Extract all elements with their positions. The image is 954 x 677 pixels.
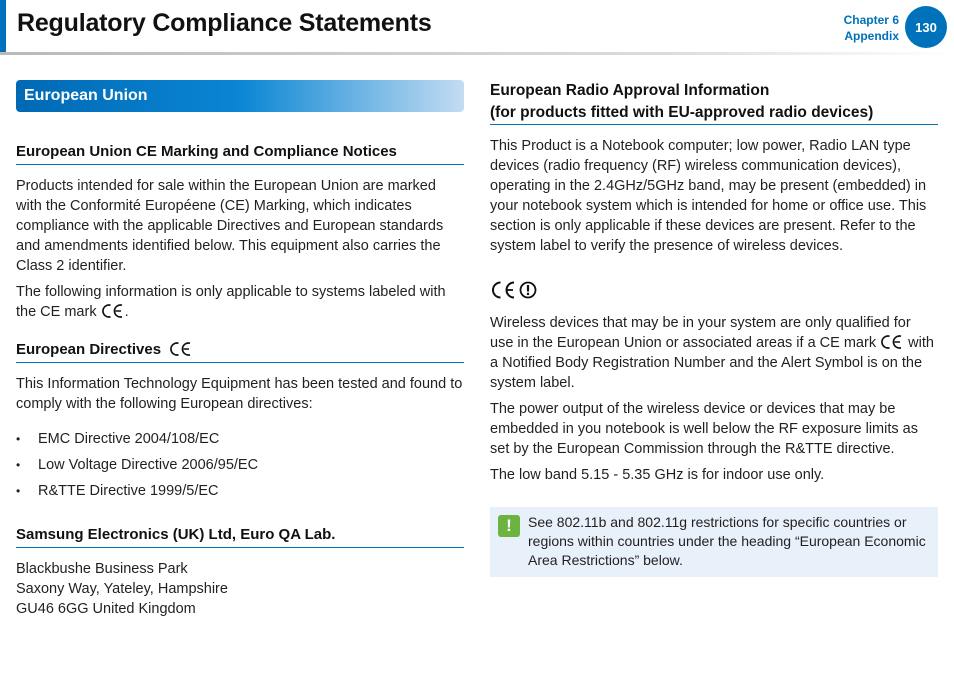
radio-heading-line2: (for products fitted with EU-approved radio devices) — [490, 104, 874, 121]
radio-approval-heading — [490, 80, 938, 124]
left-column — [16, 80, 464, 619]
ce-mark-icon — [880, 334, 904, 350]
power-output-paragraph: The power output of the wireless device or devices that may be embedded in you notebook is well below the RF exposure limits as set by the European Commission through the R&TTE directive. — [490, 401, 918, 457]
address-line: Blackbushe Business Park — [16, 561, 188, 577]
directives-list — [16, 429, 464, 501]
section-banner: European Union — [16, 80, 464, 112]
ce-mark-icon — [101, 303, 125, 319]
low-band-paragraph: The low band 5.15 - 5.35 GHz is for indoor use only. — [490, 467, 825, 483]
ce-mark-icon — [169, 341, 193, 357]
note-box — [490, 507, 938, 577]
list-item: • Low Voltage Directive 2006/95/EC — [16, 455, 464, 475]
chapter-name: Appendix — [844, 29, 899, 43]
ce-alert-mark-icon — [490, 280, 540, 300]
address-line: GU46 6GG United Kingdom — [16, 601, 196, 617]
lab-heading: Samsung Electronics (UK) Ltd, Euro QA Lab. — [16, 525, 464, 548]
header-accent-bar — [0, 0, 6, 52]
list-item: • EMC Directive 2004/108/EC — [16, 429, 464, 449]
header-divider — [0, 52, 954, 55]
ce-marking-paragraph: Products intended for sale within the European Union are marked with the Conformité Européene (CE) Marking, which indicates compliance with the applicable Directives and European standards and amendments identified below. This equipment also carries the Class 2 identifier. — [16, 178, 444, 274]
address-line: Saxony Way, Yateley, Hampshire — [16, 581, 228, 597]
directives-heading: European Directives — [16, 340, 464, 363]
note-text: See 802.11b and 802.11g restrictions for specific countries or regions within countries under the heading “European Economic Area Restrictions” below. — [528, 514, 926, 568]
alert-icon: ! — [498, 515, 520, 537]
list-item: • R&TTE Directive 1999/5/EC — [16, 481, 464, 501]
chapter-info — [844, 12, 899, 44]
ce-mark-note-paragraph: The following information is only applicable to systems labeled with the CE mark . — [16, 284, 446, 320]
page-title: Regulatory Compliance Statements — [17, 9, 432, 37]
ce-marking-heading: European Union CE Marking and Compliance Notices — [16, 142, 464, 165]
chapter-label: Chapter 6 — [843, 13, 899, 27]
right-column — [490, 80, 938, 577]
directives-intro: This Information Technology Equipment has been tested and found to comply with the following European directives: — [16, 376, 463, 412]
radio-heading-line1: European Radio Approval Information — [490, 82, 770, 99]
wireless-qualified-paragraph: Wireless devices that may be in your system are only qualified for use in the European Union or associated areas if a CE mark with a Notified Body Registration Number and the Alert Symbol is on the system label. — [490, 315, 934, 391]
page-number-badge: 130 — [905, 6, 947, 48]
radio-intro-paragraph: This Product is a Notebook computer; low power, Radio LAN type devices (radio frequency (RF) wireless communication devices), operating in the 2.4GHz/5GHz band, may be present (embedded) in your notebook system which is intended for home or office use. This section is only applicable if these devices are present. Refer to the system label to verify the presence of wireless devices. — [490, 138, 927, 254]
